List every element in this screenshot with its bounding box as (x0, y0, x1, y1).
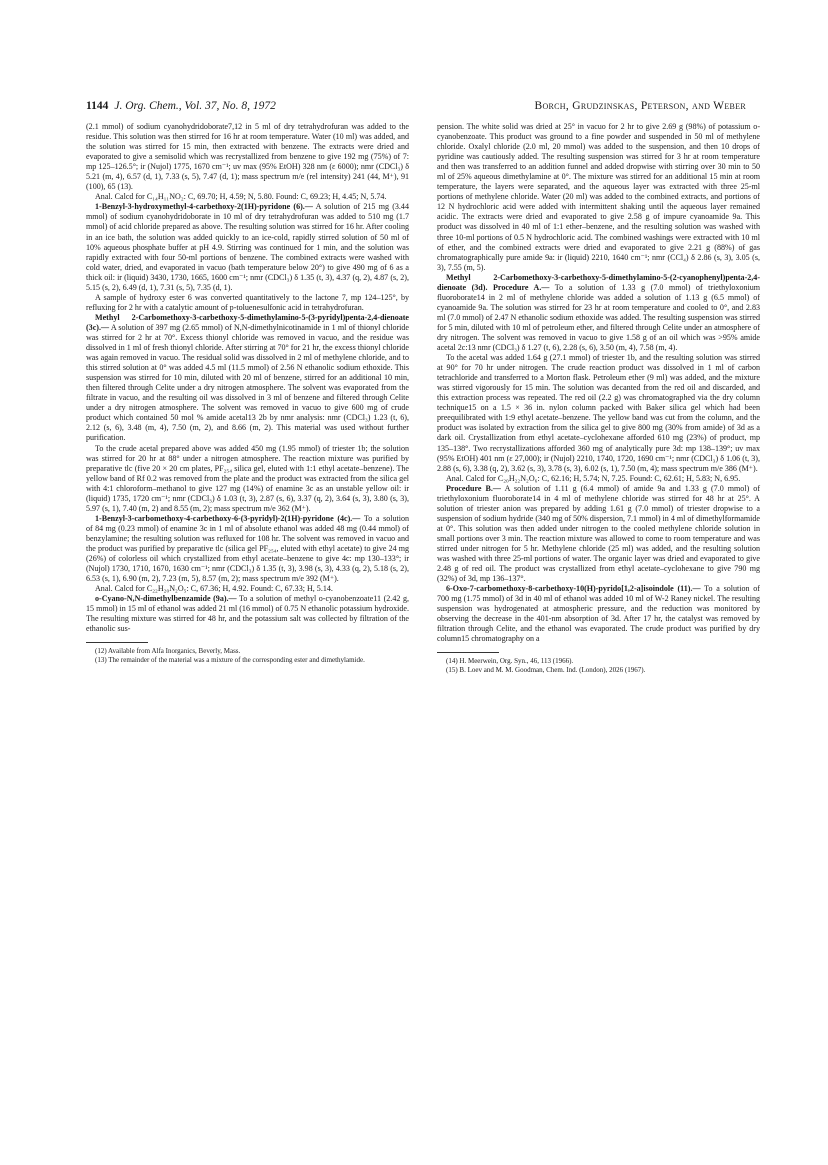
paragraph-text: A solution of 397 mg (2.65 mmol) of N,N-dimethylnicotinamide in 1 ml of thionyl chloride was stirred for 2 hr at 70°. Excess thionyl chloride was removed in vacuo, and the residue was dissolved in 1 ml of fresh thionyl chloride. After stirring at 70° for 21 hr, the excess thionyl chloride was again removed in vacuo. The residual solid was dissolved in 2 ml of methylene chloride, and to this stirred solution at 0° was added 4.5 ml (11.5 mmol) of 2.56 N ethanolic sodium ethoxide. This suspension was stirred for 10 min, diluted with 20 ml of benzene, stirred for an additional 10 min, then filtered through Celite under a dry nitrogen atmosphere. The solvent was evaporated from the filtrate in vacuo, and the resulting oil was dissolved in 3 ml of benzene and filtered through Celite under a dry nitrogen atmosphere. The solvent was removed in vacuo to give 600 mg of crude product which contained 50 mol % amide acetal13 2b by nmr analysis: nmr (CDCl₃) 1.23 (t, 6), 2.12 (s, 6), 3.48 (m, 4), 7.50 (m, 2), and 8.66 (m, 2). This material was used without further purification. (86, 322, 409, 443)
right-column (437, 122, 760, 675)
paragraph (86, 444, 409, 514)
paragraph (86, 122, 409, 192)
footnote: (14) H. Meerwein, Org. Syn., 46, 113 (1966). (446, 657, 574, 666)
paragraph-text: To a solution of 84 mg (0.23 mmol) of enamine 3c in 1 ml of absolute ethanol was added 48 mg (0.44 mmol) of benzylamine; the resulting solution was refluxed for 108 hr. The solvent was removed in vacuo and the product was purified by preparative tlc (silica gel PF₂₅₄, eluted with ethyl acetate) to give 24 mg (26%) of colorless oil which crystallized from ethyl acetate–benzene to give 4c: mp 130–133°; ir (Nujol) 1730, 1710, 1670, 1630 cm⁻¹; nmr (CDCl₃) δ 1.35 (t, 3), 3.98 (s, 3), 4.33 (q, 2), 5.18 (s, 2), 6.53 (s, 1), 6.90 (m, 2), 7.23 (m, 5), 8.57 (m, 2); mass spectrum m/e 392 (M⁺). (86, 513, 409, 584)
paragraph-text: Anal. Calcd for C₂₀H₂₂N₂O₆: C, 62.16; H, 5.74; N, 7.25. Found: C, 62.61; H, 5.83; N, 6.95. (446, 473, 741, 483)
paragraph-text: To a solution of 700 mg (1.75 mmol) of 3d in 40 ml of ethanol was added 10 ml of W-2 Raney nickel. The resulting suspension was hydrogenated at atmospheric pressure, and the reduction was monitored by observing the decrease in the 401-nm absorption of 3d. After 17 hr, the catalyst was removed by filtration through Celite, and the ethanol was evaporated. The crude product was purified by dry column15 chromatography on a (437, 584, 760, 644)
paragraph-text: To a solution of 1.33 g (7.0 mmol) of triethyloxonium fluoroborate14 in 2 ml of methylene chloride was added a solution of 1.13 g (6.5 mmol) of cyanoamide 9a. The solution was stirred for 23 hr at room temperature and cooled to 0°, and 2.83 ml (7.0 mmol) of 2.47 N ethanolic sodium ethoxide was added. The resulting suspension was stirred for 5 min, diluted with 10 ml of petroleum ether, and filtered through Celite under an atmosphere of dry nitrogen. The solvent was removed in vacuo to give 1.58 g of an oil which was >95% amide acetal 2c:13 nmr (CDCl₃) δ 1.27 (t, 6), 2.28 (s, 6), 3.50 (m, 4), 7.58 (m, 4). (437, 282, 761, 353)
paragraph-text: To the crude acetal prepared above was added 450 mg (1.95 mmol) of triester 1b; the solution was stirred for 20 hr at 88° under a nitrogen atmosphere. The reaction mixture was purified by preparative tlc (five 20 × 20 cm plates, PF₂₅₄ silica gel, eluted with 1:1 ethyl acetate–benzene). The yellow band of Rf 0.2 was removed from the plate and the product was extracted from the silica gel with 4:1 chloroform–methanol to give 127 mg (14%) of enamine 3c as an unstable yellow oil: ir (liquid) 1735, 1720 cm⁻¹; nmr (CDCl₃) δ 1.03 (t, 3), 2.87 (s, 6), 3.37 (q, 2), 3.64 (s, 3), 3.80 (s, 3), 5.97 (s, 1), 7.40 (m, 2) and 8.55 (m, 2); mass spectrum m/e 362 (M⁺). (86, 443, 409, 513)
paragraph-text: (2.1 mmol) of sodium cyanohydridoborate7,12 in 5 ml of dry tetrahydrofuran was added to the residue. This solution was then stirred for 16 hr at room temperature. Water (10 ml) was added, and the solution was stirred for 15 min, then extracted with benzene. The extracts were dried and evaporated to give a semisolid which was recrystallized from benzene to give 192 mg (75%) of 7: mp 125–126.5°; ir (Nujol) 1775, 1670 cm⁻¹; uv max (95% EtOH) 328 nm (ε 6000); nmr (CDCl₃) δ 5.21 (m, 4), 6.57 (d, 1), 7.33 (s, 5), 7.47 (d, 1); mass spectrum m/e (rel intensity) 241 (44, M⁺), 91 (100), 65 (13). (86, 122, 409, 192)
paragraph (86, 514, 409, 584)
paragraph (437, 122, 760, 273)
paragraph (86, 584, 409, 594)
paragraph (86, 293, 409, 313)
paragraph-text: Anal. Calcd for C₁₄H₁₁NO₂: C, 69.70; H, 4.59; N, 5.80. Found: C, 69.23; H, 4.45; N, 5.74. (95, 192, 387, 202)
page-header (86, 100, 746, 118)
paragraph-text: To the acetal was added 1.64 g (27.1 mmol) of triester 1b, and the resulting solution was stirred at 90° for 70 hr under nitrogen. The crude reaction product was dissolved in 1 ml of carbon tetrachloride and transferred to a Morton flask. Petroleum ether (9 ml) was added, and the mixture was stirred vigorously for 15 min. The solution was decanted from the red oil and discarded, and this extraction process was repeated. The red oil (2.2 g) was chromatographed via the dry column technique15 on a 1.5 × 36 in. nylon column packed with Baker silica gel which had been preequilibrated with 1:9 ethyl acetate–benzene. The yellow band was cut from the column, and the product was isolated by extraction from the silica gel to give 800 mg (30% from amide) of 3d as a dark oil. Crystallization from ethyl acetate–cyclohexane afforded 610 mg (23%) of product, mp 135–138°. Two recrystallizations afforded 360 mg of analytically pure 3d: mp 138–139°; uv max (95% EtOH) 401 nm (ε 27,000); ir (Nujol) 2210, 1740, 1720, 1690 cm⁻¹; nmr (CDCl₃) δ 1.06 (t, 3), 2.88 (s, 6), 3.38 (q, 2), 3.62 (s, 3), 3.78 (s, 3), 6.02 (s, 1), 7.50 (m, 4); mass spectrum m/e 386 (M⁺). (437, 353, 760, 473)
paragraph (437, 353, 760, 474)
paragraph (437, 474, 760, 484)
paragraph (437, 484, 760, 584)
section-heading: Procedure B.— (446, 483, 501, 493)
section-heading: Methyl 2-Carbomethoxy-3-carbethoxy-5-dimethylamino-5-(3-pyridyl)penta-2,4-dienoate (3c).— (86, 312, 409, 332)
paragraph (86, 202, 409, 292)
section-heading: Methyl 2-Carbomethoxy-3-carbethoxy-5-dimethylamino-5-(2-cyanophenyl)penta-2,4-dienoate (3d). Procedure A.— (437, 272, 760, 292)
paragraph (86, 192, 409, 202)
journal-title: J. Org. Chem., Vol. 37, No. 8, 1972 (114, 100, 276, 112)
paragraph-text: Anal. Calcd for C₂₂H₂₀N₂O₅: C, 67.36; H, 4.92. Found: C, 67.33; H, 5.14. (95, 584, 333, 594)
paragraph (437, 584, 760, 644)
journal-citation (86, 100, 276, 112)
paragraph (86, 313, 409, 444)
paragraph-text: pension. The white solid was dried at 25° in vacuo for 2 hr to give 2.69 g (98%) of potassium o-cyanobenzoate. This product was ground to a fine powder and suspended in 50 ml of methylene chloride. Oxalyl chloride (2.0 ml, 20 mmol) was added to the suspension, and then 10 drops of pyridine was cautiously added. The resulting suspension was stirred for 3 hr at room temperature and then was transferred to an addition funnel and added dropwise with stirring over 30 min to 50 ml of 25% aqueous dimethylamine at 0°. The mixture was stirred for an additional 15 min at room temperature, the layers were separated, and the aqueous layer was extracted with three 25-ml portions of methylene chloride. Water (20 ml) was added to the combined extracts, and portions of 12 N hydrochloric acid were added with intermittent shaking until the aqueous layer remained acidic. The extracts were dried and evaporated to give 2.58 g of impure cyanoamide 9a. This product was dissolved in 40 ml of 1:1 ether–benzene, and the resulting solution was washed with three 10-ml portions of 0.5 N hydrochloric acid. The combined washings were extracted with 10 ml of ether, and the combined extracts were dried and evaporated to give 2.21 g (88%) of gas chromatographically pure amide 9a: ir (liquid) 2210, 1640 cm⁻¹; nmr (CCl₄) δ 2.86 (s, 3), 3.05 (s, 3), 7.55 (m, 5). (437, 122, 760, 272)
footnote: (12) Available from Alfa Inorganics, Beverly, Mass. (95, 647, 241, 656)
author-list: Borch, Grudzinskas, Peterson, and Weber (534, 100, 746, 112)
paragraph (437, 273, 760, 353)
page-number: 1144 (86, 100, 109, 112)
section-heading: 6-Oxo-7-carbomethoxy-8-carbethoxy-10(H)-pyrido[1,2-a]isoindole (11).— (446, 584, 701, 594)
footnote: (15) B. Loev and M. M. Goodman, Chem. Ind. (London), 2026 (1967). (446, 666, 646, 675)
paragraph-text: A sample of hydroxy ester 6 was converted quantitatively to the lactone 7, mp 124–125°, by refluxing for 2 hr with a catalytic amount of p-toluenesulfonic acid in tetrahydrofuran. (86, 292, 409, 312)
paragraph-text: A solution of 215 mg (3.44 mmol) of sodium cyanohydridoborate in 10 ml of dry tetrahydrofuran was added to 510 mg (1.7 mmol) of acid chloride prepared as above. The resulting solution was stirred for 16 hr. After cooling in an ice bath, the solution was added quickly to an ice-cold, rapidly stirred solution of 50 ml of 10% aqueous phosphate buffer at pH 4.9. Stirring was continued for 1 min, and the solution was rapidly extracted with four 50-ml portions of benzene. The combined extracts were washed with cold water, dried, and evaporated in vacuo (bath temperature below 20°) to give 490 mg of 6 as a thick oil: ir (liquid) 3430, 1730, 1665, 1600 cm⁻¹; nmr (CDCl₃) δ 1.35 (t, 3), 4.37 (q, 2), 4.87 (s, 2), 5.15 (s, 2), 6.49 (d, 1), 7.31 (s, 5), 7.35 (d, 1). (86, 202, 409, 292)
footnote-rule (437, 652, 499, 653)
paragraph-text: To a solution of methyl o-cyanobenzoate11 (2.42 g, 15 mmol) in 15 ml of ethanol was added 21 ml (16 mmol) of 0.75 N ethanolic potassium hydroxide. The resulting mixture was stirred for 48 hr, and the potassium salt was collected by filtration of the ethanolic sus- (86, 594, 409, 634)
left-column (86, 122, 409, 665)
paragraph-text: A solution of 1.11 g (6.4 mmol) of amide 9a and 1.33 g (7.0 mmol) of triethyloxonium fluoroborate14 in 4 ml of methylene chloride was stirred for 48 hr at 25°. A solution of triester anion was prepared by adding 1.61 g (7.0 mmol) of triester dropwise to a suspension of sodium hydride (340 mg of 50% dispersion, 7.1 mmol) in 4 ml of dimethylformamide at 0°. This solution was then added under nitrogen to the cooled methylene chloride solution in small portions over 3 min. The reaction mixture was allowed to come to room temperature and was stirred under nitrogen for 5 hr. Methylene chloride (25 ml) was added, and the resulting solution was washed with three 25-ml portions of water. The organic layer was dried and evaporated to give 2.48 g of red oil. The product was crystallized from ethyl acetate–cyclohexane to give 790 mg (32%) of 3d, mp 136–137°. (437, 483, 761, 584)
footnote-rule (86, 642, 148, 643)
paragraph (86, 594, 409, 634)
section-heading: 1-Benzyl-3-hydroxymethyl-4-carbethoxy-2(1H)-pyridone (6).— (95, 202, 313, 212)
section-heading: 1-Benzyl-3-carbomethoxy-4-carbethoxy-6-(3-pyridyl)-2(1H)-pyridone (4c).— (95, 513, 361, 523)
footnote: (13) The remainder of the material was a mixture of the corresponding ester and dimethylamide. (95, 655, 365, 664)
section-heading: o-Cyano-N,N-dimethylbenzamide (9a).— (95, 594, 237, 604)
